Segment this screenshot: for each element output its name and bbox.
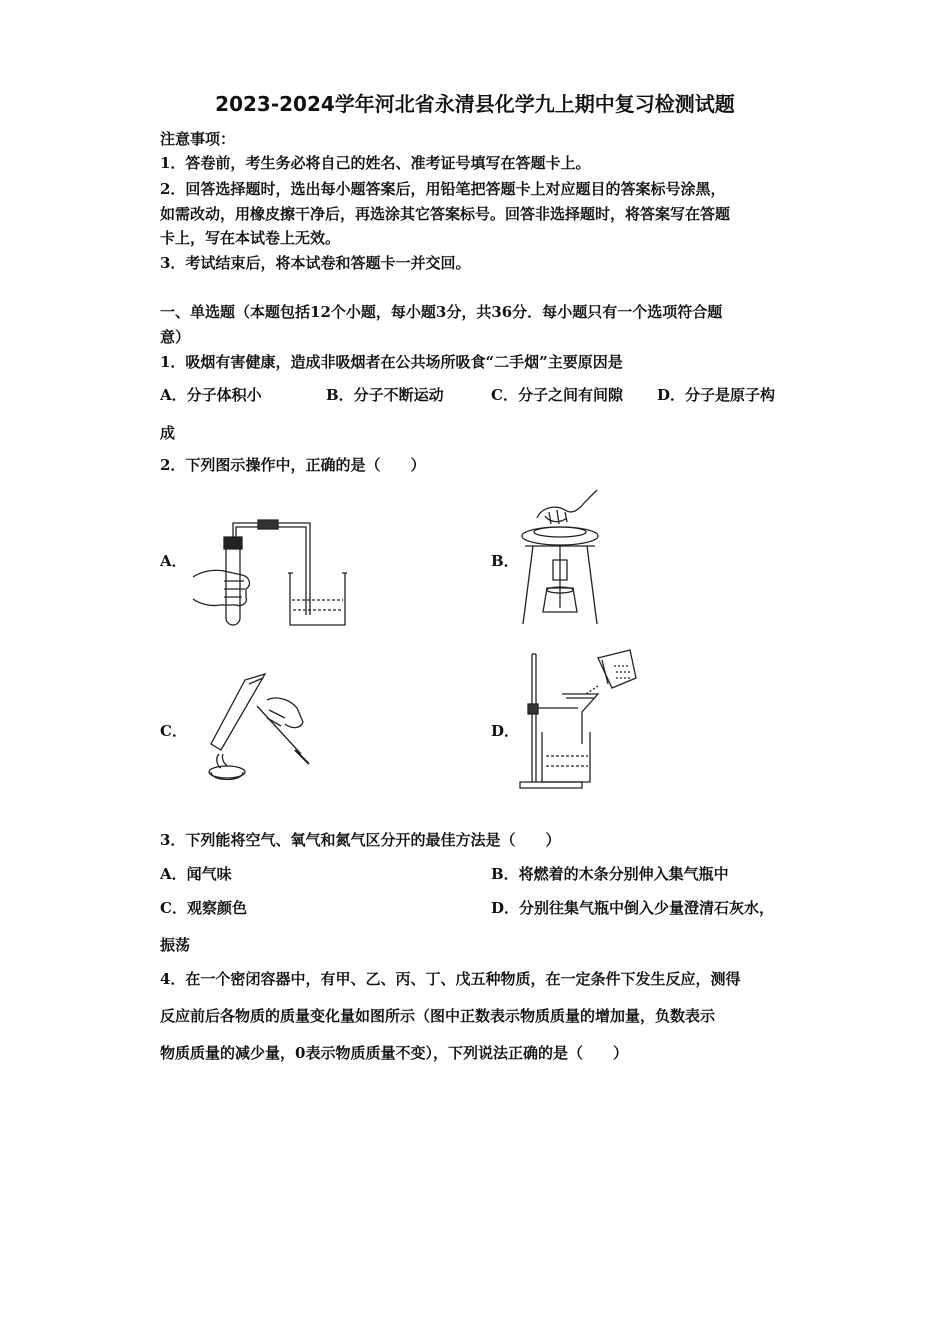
question-1-option-b: B．分子不断运动 [326,386,444,404]
question-4-stem-cont: 物质质量的减少量，0表示物质质量不变），下列说法正确的是（ ） [160,1044,628,1062]
question-1-option-d-cont: 成 [160,424,176,442]
question-3-option-d: D．分别往集气瓶中倒入少量澄清石灰水， [491,899,775,917]
question-2-option-c: C． [160,722,187,740]
notice-item: 3．考试结束后，将本试卷和答题卡一并交回。 [160,254,471,272]
question-3-option-c: C．观察颜色 [160,899,247,917]
figure-airtightness-check [190,515,350,630]
question-3-option-d-cont: 振荡 [160,936,191,954]
question-1-option-a: A．分子体积小 [160,386,262,404]
notice-item: 2．回答选择题时，选出每小题答案后，用铅笔把答题卡上对应题目的答案标号涂黑， [160,180,726,198]
question-3-option-a: A．闻气味 [160,865,232,883]
notice-item: 卡上，写在本试卷上无效。 [160,229,341,247]
notice-item: 如需改动，用橡皮擦干净后，再选涂其它答案标号。回答非选择题时，将答案写在答题 [160,205,731,223]
question-2-option-a: A． [160,552,187,570]
question-4-stem-cont: 反应前后各物质的质量变化量如图所示（图中正数表示物质质量的增加量，负数表示 [160,1007,716,1025]
figure-filtration [518,648,640,790]
notice-item: 1．答卷前，考生务必将自己的姓名、准考证号填写在答题卡上。 [160,154,591,172]
figure-evaporation [515,488,605,628]
question-4-stem: 4．在一个密闭容器中，有甲、乙、丙、丁、戊五种物质，在一定条件下发生反应，测得 [160,970,741,988]
question-2-option-d: D． [491,722,520,740]
question-3-option-b: B．将燃着的木条分别伸入集气瓶中 [491,865,729,883]
page-title: 2023-2024学年河北省永清县化学九上期中复习检测试题 [215,92,735,116]
question-1-option-d: D．分子是原子构 [657,386,776,404]
figure-heating-test-tube [205,670,315,790]
question-3-stem: 3．下列能将空气、氧气和氮气区分开的最佳方法是（ ） [160,831,561,849]
question-1-option-c: C．分子之间有间隙 [491,386,623,404]
section-heading: 一、单选题（本题包括12个小题，每小题3分，共36分．每小题只有一个选项符合题 [160,303,723,321]
question-2-stem: 2．下列图示操作中，正确的是（ ） [160,456,426,474]
question-1-stem: 1．吸烟有害健康，造成非吸烟者在公共场所吸食“二手烟”主要原因是 [160,353,623,371]
notice-heading: 注意事项： [160,130,236,148]
question-2-option-b: B． [491,552,519,570]
section-heading-cont: 意） [160,328,191,346]
